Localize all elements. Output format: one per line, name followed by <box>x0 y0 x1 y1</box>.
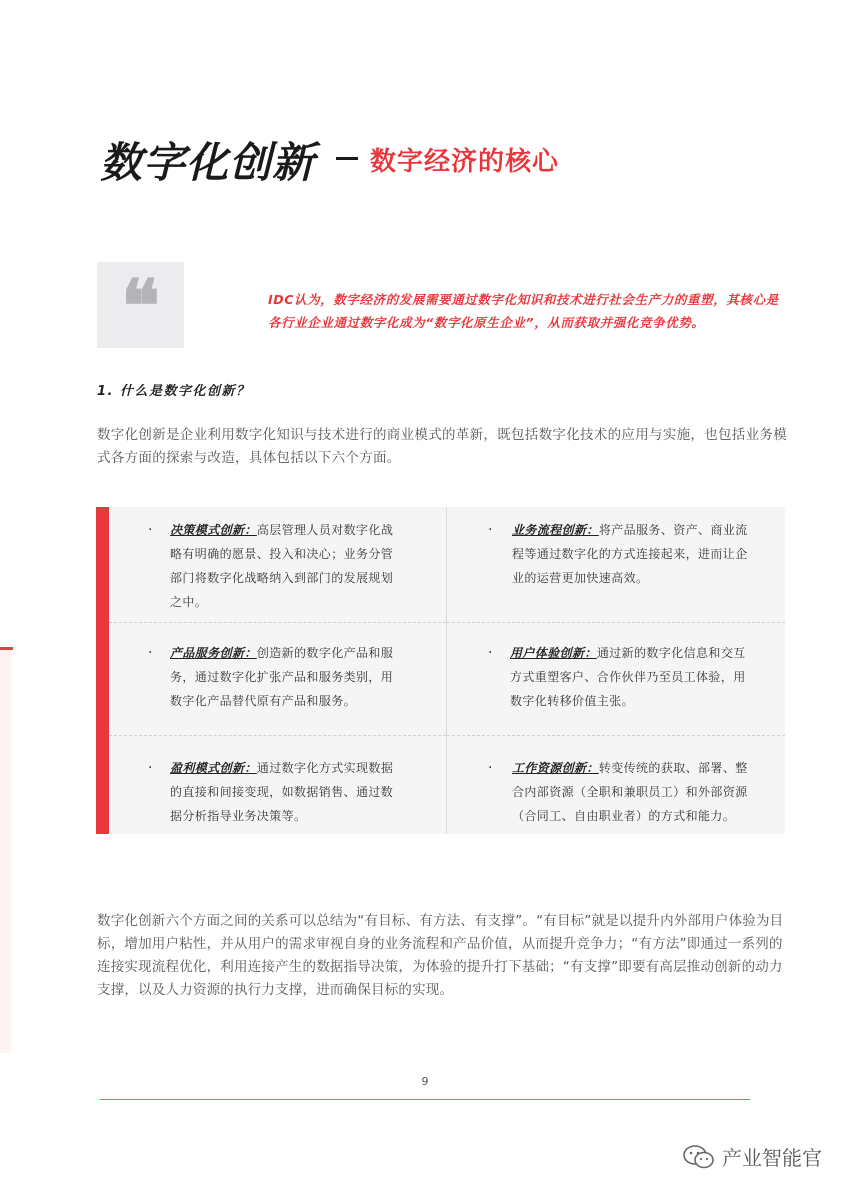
aspect-business-process <box>512 518 748 590</box>
aspect-product-service <box>170 641 402 713</box>
aspect-decision-mode <box>170 518 402 614</box>
bullet-icon: · <box>148 522 153 538</box>
aspect-user-experience <box>510 641 750 713</box>
aspect-text: 转变传统的获取、部署、整合内部资源（全职和兼职员工）和外部资源（合同工、自由职业者）的方式和能力。 <box>512 761 748 823</box>
wechat-icon <box>682 1144 716 1170</box>
aspect-label: 产品服务创新： <box>170 646 257 660</box>
page-subtitle: 数字经济的核心 <box>370 147 560 177</box>
aspect-label: 工作资源创新： <box>512 761 599 775</box>
aspect-label: 业务流程创新： <box>512 523 599 537</box>
grid-row-divider <box>447 622 785 623</box>
bullet-icon: · <box>148 760 153 776</box>
intro-paragraph: 数字化创新是企业利用数字化知识与技术进行的商业模式的革新，既包括数字化技术的应用与实施，也包括业务模式各方面的探索与改造，具体包括以下六个方面。 <box>97 427 787 466</box>
aspect-label: 盈利模式创新： <box>170 761 257 775</box>
aspects-grid <box>96 507 785 834</box>
aspect-text: 创造新的数字化产品和服务，通过数字化扩张产品和服务类别，用数字化产品替代原有产品和服务。 <box>170 646 394 708</box>
grid-row-divider <box>109 622 446 623</box>
aspect-text: 通过数字化方式实现数据的直接和间接变现，如数据销售、通过数据分析指导业务决策等。 <box>170 761 394 823</box>
aspect-text: 高层管理人员对数字化战略有明确的愿景、投入和决心；业务分管部门将数字化战略纳入到部门的发展规划之中。 <box>170 523 394 609</box>
footer-divider <box>100 1099 750 1100</box>
side-tint-band <box>0 650 11 1053</box>
aspect-text: 通过新的数字化信息和交互方式重塑客户、合作伙伴乃至员工体验，用数字化转移价值主张。 <box>510 646 746 708</box>
aspect-text: 将产品服务、资产、商业流程等通过数字化的方式连接起来，进而让企业的运营更加快速高效。 <box>512 523 748 585</box>
bullet-icon: · <box>148 645 153 661</box>
bullet-icon: · <box>488 760 493 776</box>
aspect-label: 决策模式创新： <box>170 523 257 537</box>
aspect-label: 用户体验创新： <box>510 646 597 660</box>
quote-icon: ❝ <box>121 263 160 348</box>
bullet-icon: · <box>488 645 493 661</box>
watermark-text: 产业智能官 <box>722 1146 822 1170</box>
grid-accent-bar <box>96 507 109 834</box>
aspect-work-resource <box>512 756 750 828</box>
title-dash-divider <box>336 157 358 160</box>
grid-row-divider <box>447 735 785 736</box>
summary-paragraph: 数字化创新六个方面之间的关系可以总结为“有目标、有方法、有支撑”。“有目标”就是以提升内外部用户体验为目标，增加用户粘性，并从用户的需求审视自身的业务流程和产品价值，从而提升竞争力；“有方法”即通过一系列的连接实现流程优化，利用连接产生的数据指导决策，为体验的提升打下基础；“有支撑”即要有高层推动创新的动力支撑，以及人力资源的执行力支撑，进而确保目标的实现。 <box>97 913 784 998</box>
page-number: 9 <box>421 1075 429 1088</box>
aspect-profit-model <box>170 756 402 828</box>
grid-column-divider <box>446 507 447 834</box>
bullet-icon: · <box>488 522 493 538</box>
section-heading: 1. 什么是数字化创新？ <box>97 384 251 399</box>
page-title: 数字化创新 <box>100 138 316 187</box>
watermark <box>682 1142 822 1171</box>
grid-row-divider <box>109 735 446 736</box>
quote-text: IDC认为，数字经济的发展需要通过数字化知识和技术进行社会生产力的重塑，其核心是各行业企业通过数字化成为“数字化原生企业”，从而获取并强化竞争优势。 <box>268 292 779 330</box>
quote-mark-box <box>97 262 184 348</box>
